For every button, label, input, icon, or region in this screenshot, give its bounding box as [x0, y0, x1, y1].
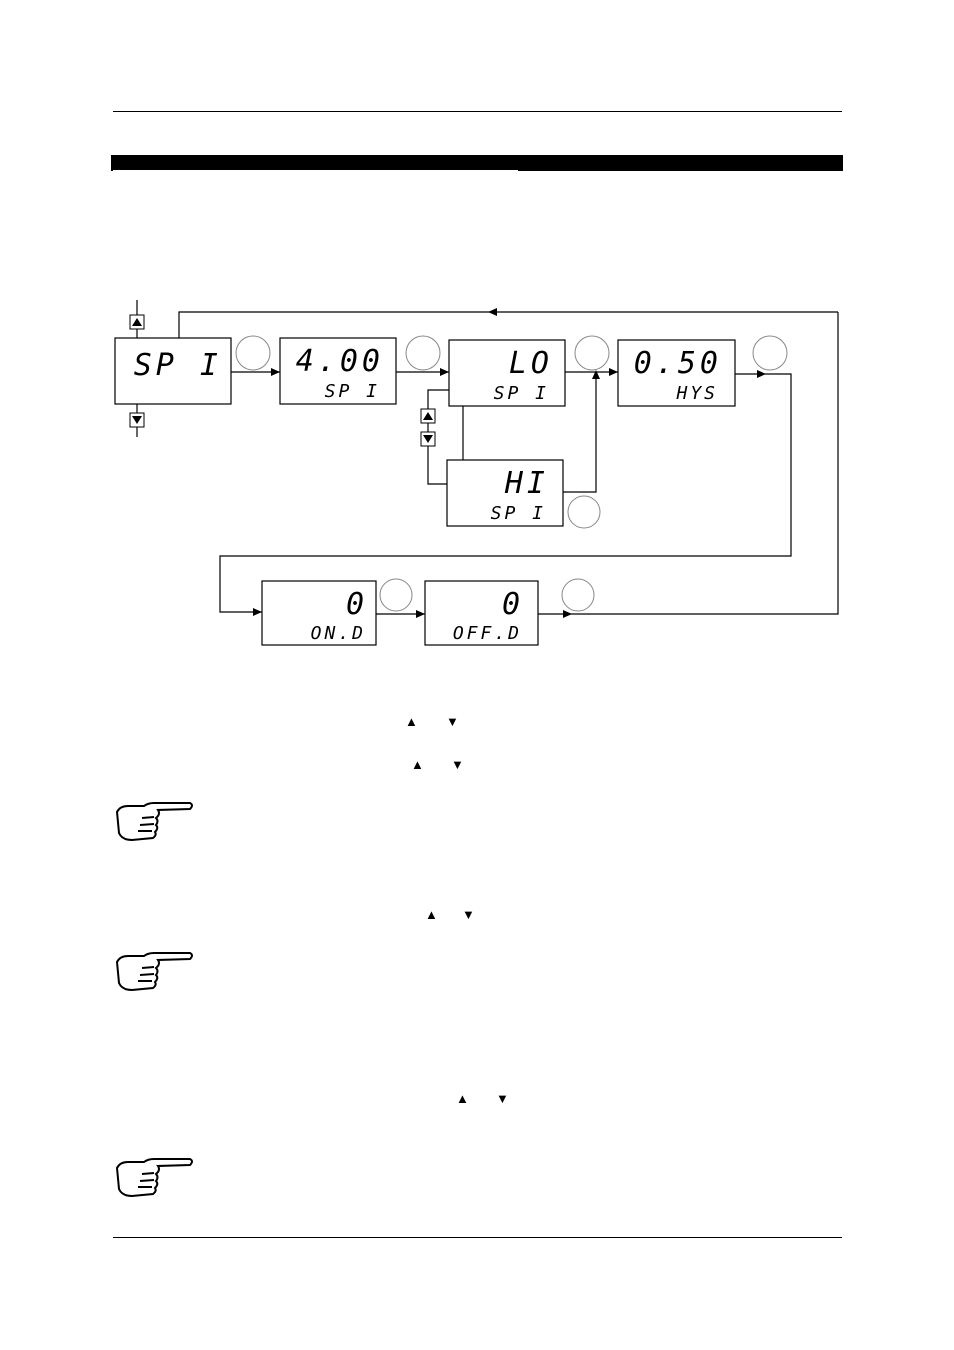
display-hys-small: HYS [676, 383, 718, 404]
mode-key-circle [380, 579, 412, 611]
display-on-delay [262, 581, 376, 645]
display-value-small: SP I [324, 381, 380, 402]
pointing-hand-icon [114, 800, 196, 842]
display-lo-big: LO [508, 346, 553, 381]
up-arrow-glyph: ▲ [405, 714, 418, 729]
display-off-delay [425, 581, 538, 645]
mode-key-circle [562, 579, 594, 611]
display-lo-small: SP I [493, 383, 549, 404]
pointing-hand-icon [114, 1156, 196, 1198]
mode-key-circle [568, 496, 600, 528]
display-hys-big: 0.50 [633, 346, 722, 381]
down-arrow-glyph: ▼ [451, 757, 464, 772]
display-value-big: 4.00 [295, 344, 384, 379]
footer-rule [113, 1237, 842, 1238]
up-arrow-glyph: ▲ [411, 757, 424, 772]
pointing-hand-icon [114, 950, 196, 992]
mode-key-circle [575, 336, 609, 370]
display-hi-small: SP I [490, 503, 546, 524]
display-on-delay-small: ON.D [310, 623, 366, 644]
display-lo [449, 340, 565, 406]
down-arrow-glyph: ▼ [496, 1091, 509, 1106]
display-off-delay-small: OFF.D [452, 623, 522, 644]
display-off-delay-big: 0 [501, 587, 524, 622]
up-arrow-glyph: ▲ [456, 1091, 469, 1106]
up-arrow-glyph: ▲ [425, 907, 438, 922]
mode-key-circle [236, 336, 270, 370]
mode-key-circle [406, 336, 440, 370]
down-arrow-glyph: ▼ [462, 907, 475, 922]
display-on-delay-big: 0 [345, 587, 368, 622]
display-start-text: SP I [133, 348, 222, 383]
down-arrow-glyph: ▼ [446, 714, 459, 729]
display-value [280, 338, 396, 404]
display-hi [447, 460, 563, 526]
display-hys [618, 340, 735, 406]
display-hi-big: HI [504, 466, 549, 501]
mode-key-circle [753, 336, 787, 370]
display-start [115, 338, 231, 404]
